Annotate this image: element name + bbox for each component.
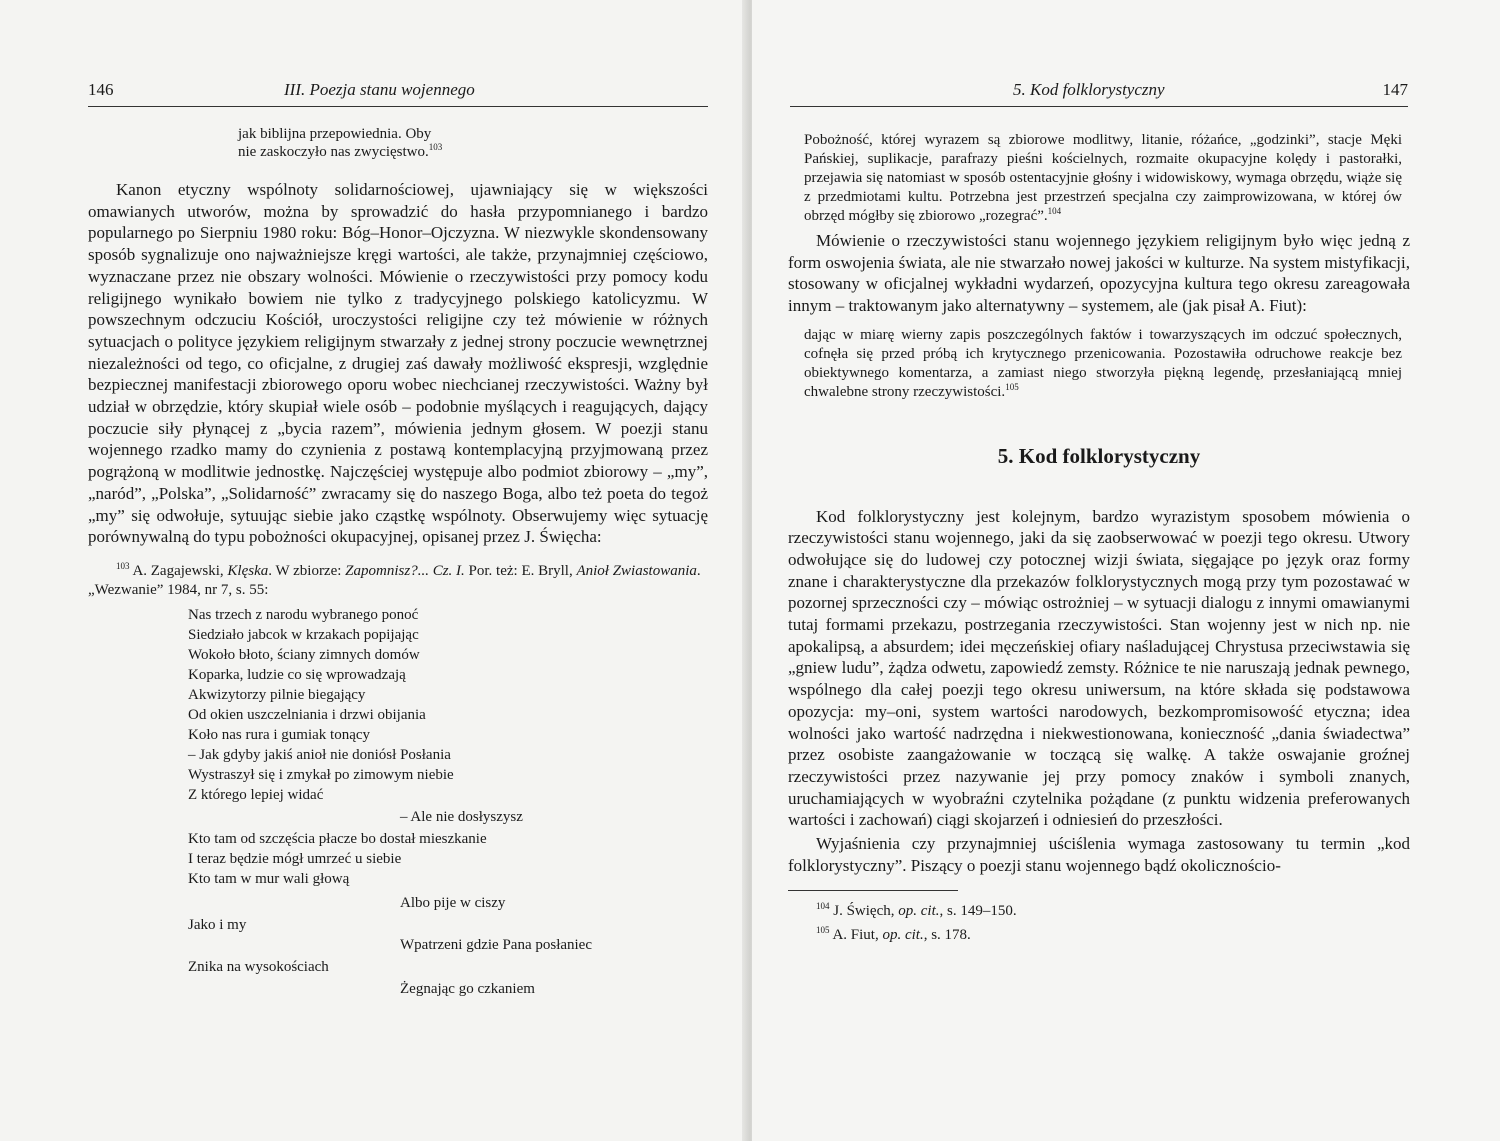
footnote-rule bbox=[788, 890, 958, 891]
left-page-header bbox=[88, 80, 708, 107]
poem-line: Koparka, ludzie co się wprowadzają bbox=[188, 666, 406, 683]
quote-swiech: Pobożność, której wyrazem są zbiorowe modlitwy, litanie, różańce, „godzinki”, stacje Męki Pańskiej, suplikacje, parafrazy pieśni kościelnych, rozmaite okupacyjne kolędy i pastorałki, przejawia się natomiast w sposób ostentacyjnie głośny i widowiskowy, wymaga obrzędu, wiąże się z przedmiotami kultu. Potrzebna jest przestrzeń specjalna czy zaimprowizowana, w której ów obrzęd mógłby się zbiorowo „rozegrać”.$^{104}$ bbox=[804, 132, 1402, 224]
poem-line: Od okien uszczelniania i drzwi obijania bbox=[188, 706, 426, 723]
right-paragraph-1: Mówienie o rzeczywistości stanu wojennego językiem religijnym było więc jedną z form oswojenia świata, ale nie stwarzało nowej jakości w kulturze. Na system mistyfikacji, stosowany w oficjalnej wykładni wydarzeń, opozycyjna kultura tego okresu zareagowała innym – traktowanym jako alternatywny – systemem, ale (jak pisał A. Fiut): bbox=[788, 231, 1410, 316]
footnote-ref-104: 104 bbox=[1047, 206, 1062, 216]
epigraph-line-1: jak biblijna przepowiednia. Oby bbox=[238, 126, 432, 142]
poem bbox=[188, 606, 708, 1026]
section-title: 5. Kod folklorystyczny bbox=[997, 443, 1201, 468]
poem-line: Kto tam od szczęścia płacze bo dostał mieszkanie bbox=[188, 830, 487, 847]
poem-line: Znika na wysokościach bbox=[188, 958, 329, 975]
right-page bbox=[752, 0, 1500, 1141]
poem-line: Wystraszył się i zmykał po zimowym niebie bbox=[188, 766, 454, 783]
left-running-title: III. Poezja stanu wojennego bbox=[284, 80, 475, 99]
poem-line: Koło nas rura i gumiak tonący bbox=[188, 726, 371, 743]
poem-line: – Jak gdyby jakiś anioł nie doniósł Posłania bbox=[188, 746, 451, 763]
poem-line: Jako i my bbox=[188, 916, 247, 933]
right-running-title: 5. Kod folklorystyczny bbox=[1013, 80, 1165, 99]
poem-line: Albo pije w ciszy bbox=[400, 894, 506, 911]
right-paragraph-2: Kod folklorystyczny jest kolejnym, bardzo wyrazistym sposobem mówienia o rzeczywistości stanu wojennego, jaki da się zaobserwować w poezji tego okresu. Utwory odwołujące się do ludowej czy potocznej wizji świata, sięgające po język oraz formy znane i charakterystyczne dla przekazów folklorystycznych mogą przy tym pozostawać w pozornej sprzeczności czy – mówiąc ostrożniej – w sytuacji dialogu z innymi omawianymi tutaj formami przekazu, postrzegania rzeczywistości. Stan wojenny jest w nich np. nie apokalipsą, a absurdem; idei męczeńskiej ofiary naśladującej Chrystusa przeciwstawia się „gniew ludu”, żądza odwetu, zapowiedź zemsty. Różnice te nie naruszają jednak pewnego, wspólnego dla całej poezji tego okresu uniwersum, na które składa się podstawowa opozycja: my–oni, system wartości narodowych, bezkompromisowość etyczna; idea wolności jako wartość nadrzędna i niekwestionowana, konieczność „dania świadectwa” przez osobiste zaangażowanie w toczącą się walkę. A także oswajanie groźnej rzeczywistości przez nazywanie jej przy pomocy znaków i symboli znanych, uruchamiających w wyobraźni czytelnika pożądane (z punktu widzenia preferowanych wartości i zachowań) ciągi skojarzeń i odniesień do przeszłości. bbox=[788, 506, 1410, 830]
left-page-content bbox=[88, 126, 708, 1026]
quote-fiut: dając w miarę wierny zapis poszczególnych faktów i towarzyszących im odczuć społecznych, cofnęła się przed próbą ich krytycznego przenicowania. Pozostawiła odruchowe reakcje bez obiektywnego komentarza, a zamiast niego stworzyła piękną legendę, przesłaniającą mniej chwalebne strony rzeczywistości.$^{105}$ bbox=[804, 326, 1402, 400]
epigraph-line-2: nie zaskoczyło nas zwycięstwo.$^{103}$ bbox=[238, 141, 443, 160]
left-main-paragraph: Kanon etyczny wspólnoty solidarnościowej, ujawniający się w większości omawianych utworów, można by sprowadzić do hasła przypomnianego i bardzo popularnego po Sierpniu 1980 roku: Bóg–Honor–Ojczyzna. W niezwykle skondensowany sposób sygnalizuje ono najważniejsze kręgi wartości, ale także, przynajmniej częściowo, wyznaczane przez nie obszary wolności. Mówienie o rzeczywistości przy pomocy kodu religijnego wynikało bowiem nie tylko z tradycyjnego polskiego katolicyzmu. W powszechnym odczuciu Kościół, uroczystości religijne czy też mówienie w różnych sytuacjach o polityce językiem religijnym stwarzały z jednej strony poczucie wewnętrznej niezależności od tego, co oficjalne, z drugiej zaś dawały możliwość ekspresji, względnie bezpiecznej manifestacji zbiorowego oporu wobec niechcianej rzeczywistości. Ważny był udział w obrzędzie, który skupiał wiele osób – podobnie myślących i reagujących, dający poczucie siły płynącej z „bycia razem”, mówienia jednym głosem. W poezji stanu wojennego rzadko mamy do czynienia z postawą kontemplacyjną przyjmowaną przez pogrążoną w modlitwie jednostkę. Najczęściej występuje albo podmiot zbiorowy – „my”, „naród”, „Polska”, „Solidarność” zwracamy się do naszego Boga, albo też poeta do tegoż „my” się odwołuje, sytuując siebie jako cząstkę wspólnoty. Obserwujemy więc sytuację porównywalną do typu pobożności okupacyjnej, opisanej przez J. Święcha: bbox=[88, 180, 708, 547]
footnote-ref-103: 103 bbox=[428, 141, 443, 152]
poem-line: Z którego lepiej widać bbox=[188, 786, 324, 803]
footnote-103: $^{103}$ A. Zagajewski, Klęska. W zbiorze: Zapomnisz?... Cz. I. Por. też: E. Bryll, Anioł Zwiastowania. „Wezwanie” 1984, nr 7, s. 55: bbox=[88, 560, 701, 598]
footnote-ref-105: 105 bbox=[1005, 381, 1019, 392]
right-paragraph-3: Wyjaśnienia czy przynajmniej uściślenia wymaga zastosowany tu termin „kod folklorystyczny”. Piszący o poezji stanu wojennego bądź okolicznościo- bbox=[788, 834, 1410, 875]
poem-line: Żegnając go czkaniem bbox=[400, 980, 535, 997]
left-page-number: 146 bbox=[88, 80, 114, 99]
poem-line: Kto tam w mur wali głową bbox=[188, 870, 350, 887]
right-page-number: 147 bbox=[1382, 80, 1408, 99]
poem-line: Siedziało jabcok w krzakach popijając bbox=[188, 626, 419, 643]
poem-line: Akwizytorzy pilnie biegający bbox=[188, 686, 366, 703]
footnote-105: $^{105}$ A. Fiut, op. cit., s. 178. bbox=[816, 925, 971, 944]
poem-line: – Ale nie dosłyszysz bbox=[400, 808, 523, 825]
right-page-header bbox=[790, 80, 1408, 107]
footnote-104: $^{104}$ J. Święch, op. cit., s. 149–150. bbox=[816, 901, 1017, 920]
right-page-content bbox=[788, 131, 1410, 945]
poem-line: Wpatrzeni gdzie Pana posłaniec bbox=[400, 936, 592, 953]
poem-line: Wokoło błoto, ściany zimnych domów bbox=[188, 646, 420, 663]
poem-line: I teraz będzie mógł umrzeć u siebie bbox=[188, 850, 402, 867]
epigraph bbox=[238, 126, 708, 161]
left-page bbox=[0, 0, 748, 1141]
poem-line: Nas trzech z narodu wybranego ponoć bbox=[188, 606, 419, 623]
